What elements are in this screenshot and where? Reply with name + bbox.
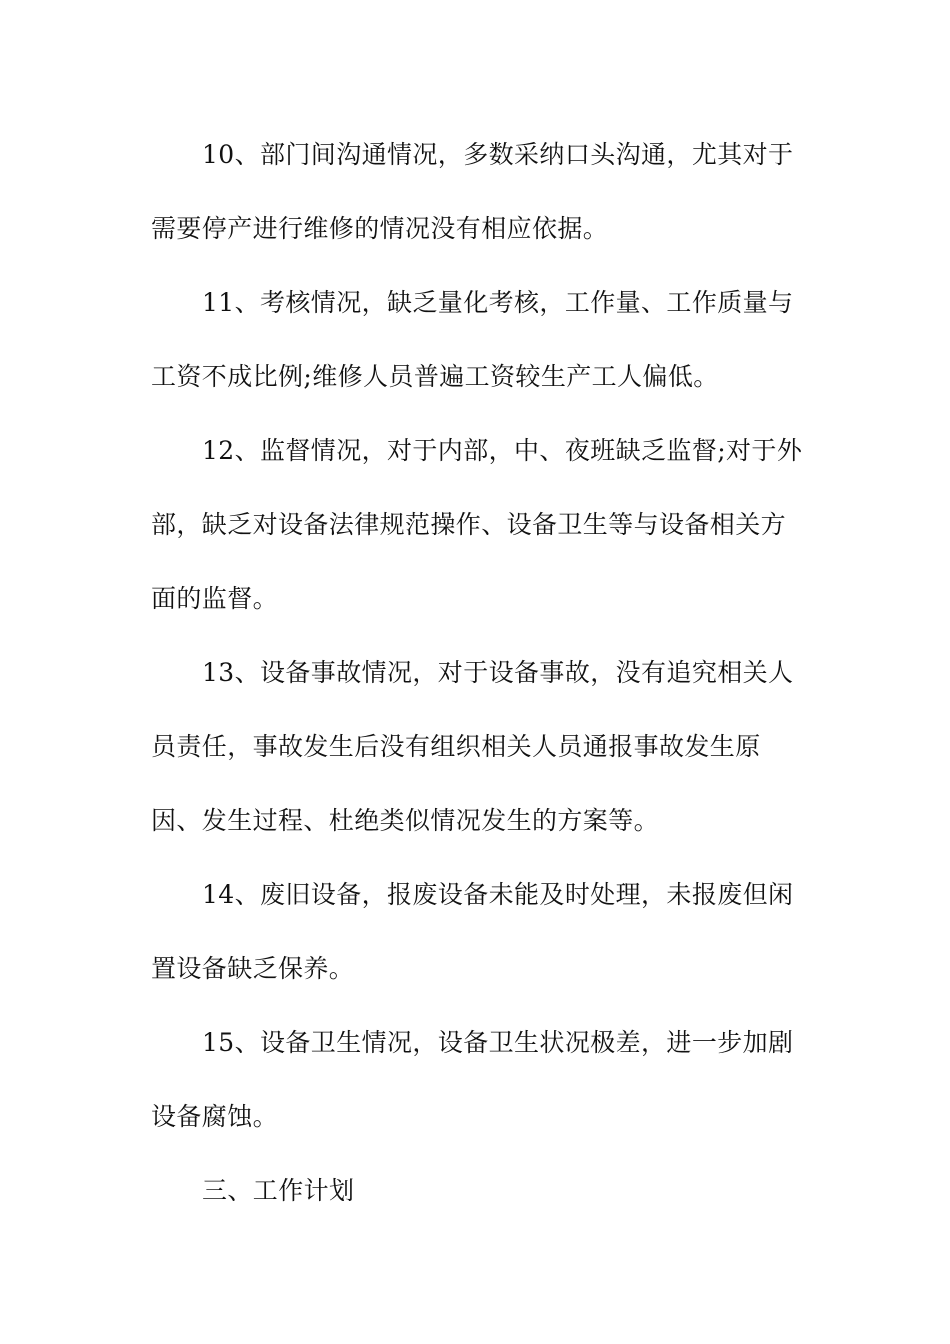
paragraph-line: 面的监督。 — [151, 584, 279, 613]
paragraph-item-12 — [151, 414, 811, 636]
paragraph-item-15 — [151, 1006, 811, 1154]
paragraph-line: 11、考核情况，缺乏量化考核，工作量、工作质量与 — [202, 288, 794, 317]
paragraph-line: 12、监督情况，对于内部，中、夜班缺乏监督;对于外 — [202, 436, 803, 465]
paragraph-line: 13、设备事故情况，对于设备事故，没有追究相关人 — [202, 658, 794, 687]
paragraph-line: 员责任，事故发生后没有组织相关人员通报事故发生原 — [151, 732, 761, 761]
paragraph-line: 10、部门间沟通情况，多数采纳口头沟通，尤其对于 — [202, 140, 794, 169]
paragraph-item-11 — [151, 266, 811, 414]
paragraph-line: 置设备缺乏保养。 — [151, 954, 355, 983]
section-heading-work-plan — [151, 1154, 811, 1228]
paragraph-line: 工资不成比例;维修人员普遍工资较生产工人偏低。 — [151, 362, 719, 391]
document-body — [151, 118, 811, 1228]
paragraph-line: 14、废旧设备，报废设备未能及时处理，未报废但闲 — [202, 880, 794, 909]
paragraph-line: 因、发生过程、杜绝类似情况发生的方案等。 — [151, 806, 660, 835]
paragraph-item-13 — [151, 636, 811, 858]
paragraph-item-10 — [151, 118, 811, 266]
paragraph-line: 部，缺乏对设备法律规范操作、设备卫生等与设备相关方 — [151, 510, 787, 539]
paragraph-line: 设备腐蚀。 — [151, 1102, 279, 1131]
section-heading-text: 三、工作计划 — [202, 1176, 355, 1205]
paragraph-line: 需要停产进行维修的情况没有相应依据。 — [151, 214, 609, 243]
paragraph-item-14 — [151, 858, 811, 1006]
paragraph-line: 15、设备卫生情况，设备卫生状况极差，进一步加剧 — [202, 1028, 794, 1057]
